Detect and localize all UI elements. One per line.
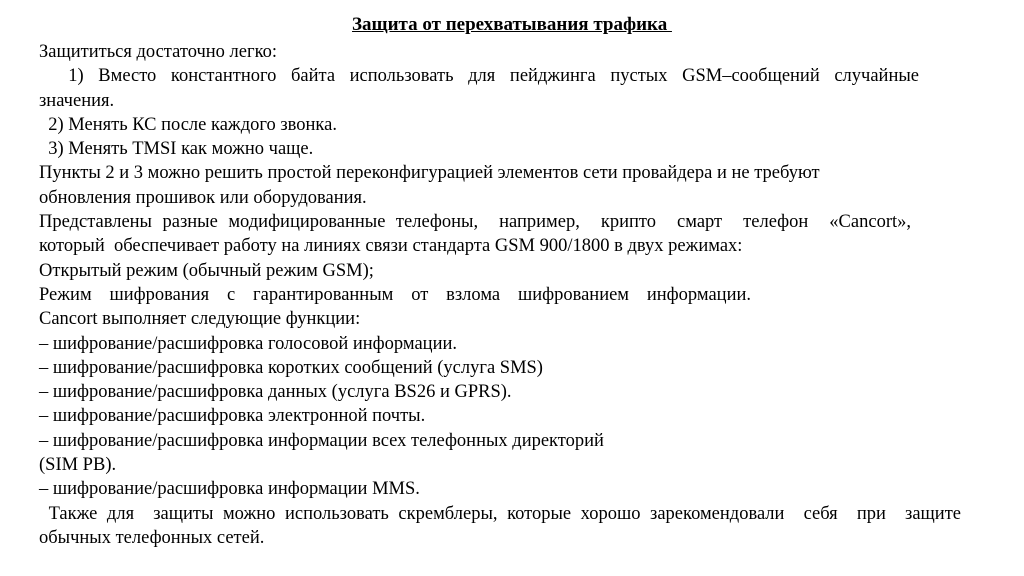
slide-body xyxy=(39,40,974,550)
text-line: Защититься достаточно легко: xyxy=(39,42,278,62)
slide-title: Защита от перехватывания трафика xyxy=(352,14,672,35)
list-item: – шифрование/расшифровка информации MMS. xyxy=(39,479,420,500)
list-item: – шифрование/расшифровка голосовой информации. xyxy=(39,333,457,354)
list-item: (SIM PB). xyxy=(39,455,117,476)
text-line: 1) Вместо константного байта использовать для пейджинга пустых GSM–сообщений случайные xyxy=(39,66,919,87)
text-line: обновления прошивок или оборудования. xyxy=(39,187,367,208)
text-line: который обеспечивает работу на линиях связи стандарта GSM 900/1800 в двух режимах: xyxy=(39,236,743,257)
text-line: Открытый режим (обычный режим GSM); xyxy=(39,260,374,281)
text-line: Представлены разные модифицированные телефоны, например, крипто смарт телефон «Cancort», xyxy=(39,212,911,233)
text-line: Cancort выполняет следующие функции: xyxy=(39,309,361,330)
list-item: – шифрование/расшифровка коротких сообщений (услуга SMS) xyxy=(39,357,543,378)
list-item: – шифрование/расшифровка электронной почты. xyxy=(39,406,426,427)
text-line: 2) Менять КС после каждого звонка. xyxy=(39,114,337,135)
text-line: значения. xyxy=(39,90,115,111)
text-line: обычных телефонных сетей. xyxy=(39,527,265,548)
list-item: – шифрование/расшифровка данных (услуга BS26 и GPRS). xyxy=(39,382,512,403)
text-line: Пункты 2 и 3 можно решить простой переконфигурацией элементов сети провайдера и не требуют xyxy=(39,163,820,184)
text-line: Также для защиты можно использовать скремблеры, которые хорошо зарекомендовали себя при защите xyxy=(39,503,961,524)
text-line: 3) Менять TMSI как можно чаще. xyxy=(39,139,314,160)
text-line: Режим шифрования с гарантированным от взлома шифрованием информации. xyxy=(39,284,751,305)
list-item: – шифрование/расшифровка информации всех телефонных директорий xyxy=(39,430,604,451)
